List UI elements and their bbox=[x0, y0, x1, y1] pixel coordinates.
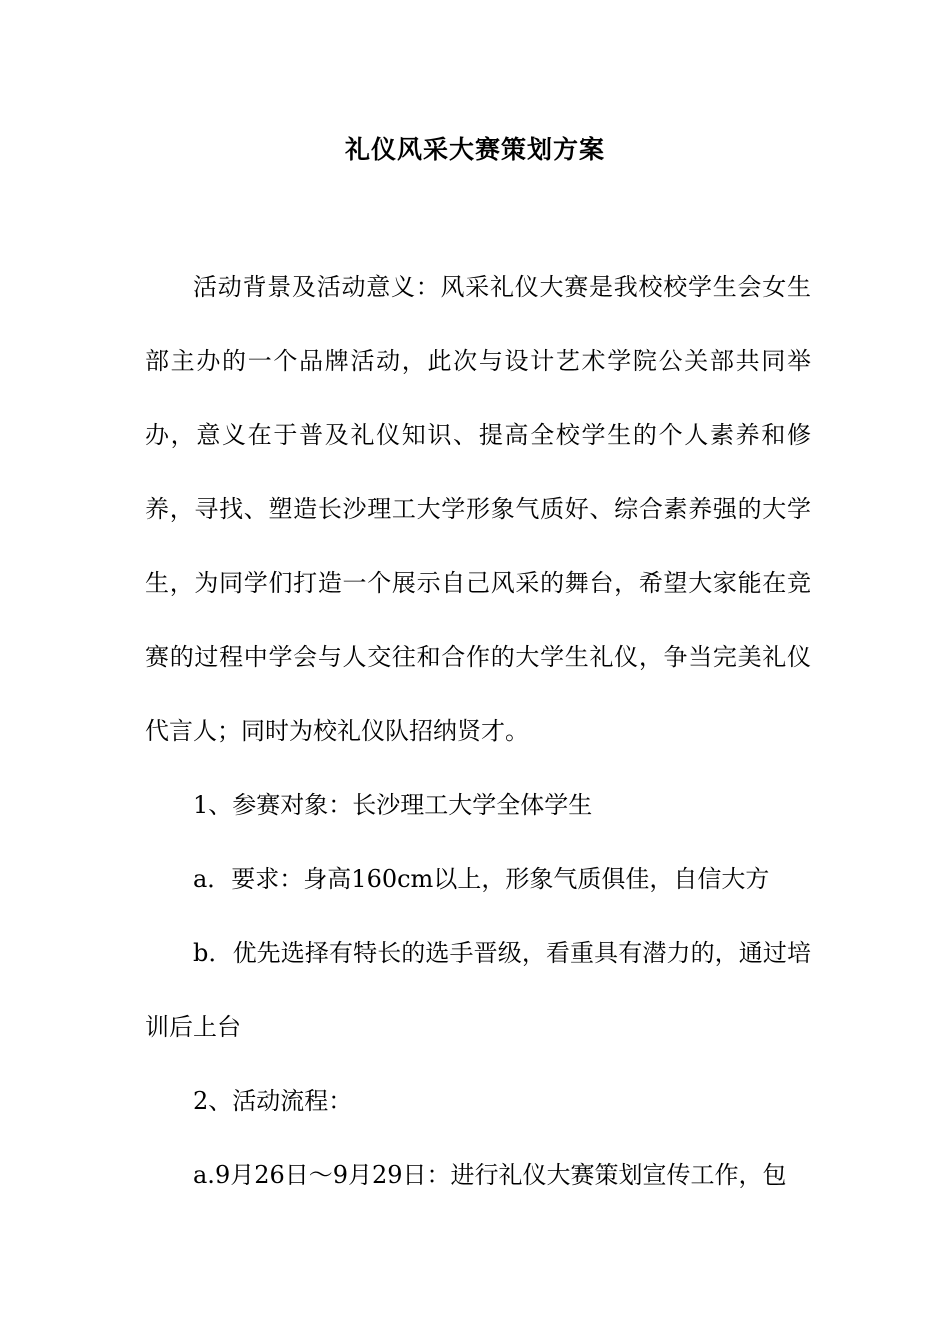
paragraph-process-heading: 2、活动流程： bbox=[193, 1087, 353, 1115]
paragraph-requirement-a: a．要求：身高160cm以上，形象气质俱佳，自信大方 bbox=[193, 865, 770, 893]
paragraph-participants: 1、参赛对象：长沙理工大学全体学生 bbox=[193, 791, 593, 819]
document-body bbox=[145, 250, 811, 1212]
document-title: 礼仪风采大赛策划方案 bbox=[344, 135, 605, 164]
paragraph-requirement-b: b．优先选择有特长的选手晋级，看重具有潜力的，通过培训后上台 bbox=[145, 939, 811, 1041]
paragraph-background: 活动背景及活动意义：风采礼仪大赛是我校校学生会女生部主办的一个品牌活动，此次与设计艺术学院公关部共同举办，意义在于普及礼仪知识、提高全校学生的个人素养和修养，寻找、塑造长沙理工大学形象气质好、综合素养强的大学生，为同学们打造一个展示自己风采的舞台，希望大家能在竞赛的过程中学会与人交往和合作的大学生礼仪，争当完美礼仪代言人；同时为校礼仪队招纳贤才。 bbox=[145, 273, 811, 745]
paragraph-process-a: a.9月26日～9月29日：进行礼仪大赛策划宣传工作，包 bbox=[193, 1161, 787, 1189]
